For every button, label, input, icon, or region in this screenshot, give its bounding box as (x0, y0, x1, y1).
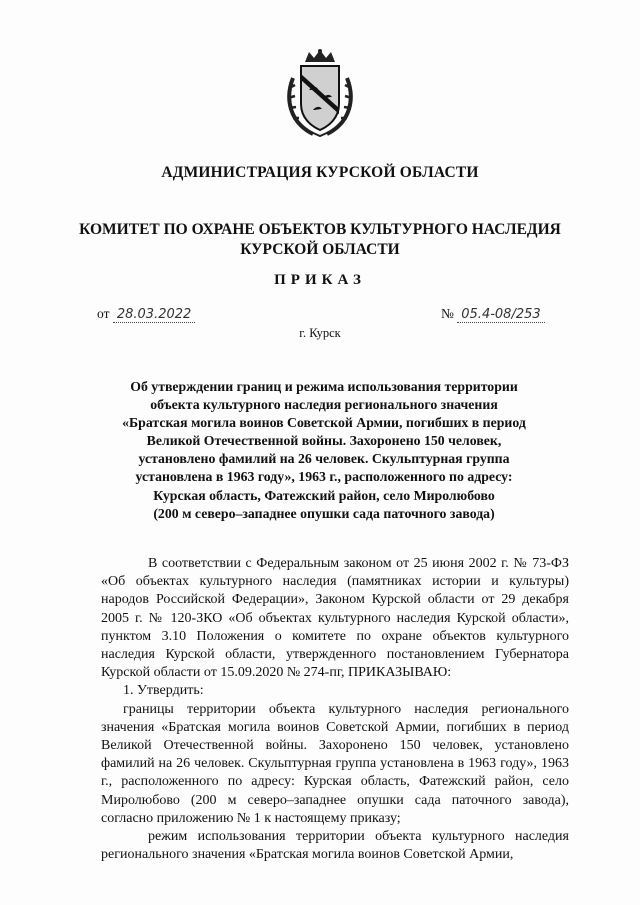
coat-of-arms-emblem (283, 48, 357, 140)
body-paragraph-preamble: В соответствии с Федеральным законом от 25 июня 2002 г. № 73-ФЗ «Об объектах культурного наследия (памятниках истории и культуры) народов Российской Федерации», Законом Курской области от 29 декабря 2005 г. № 120-ЗКО «Об объектах культурного наследия Курской области», пунктом 3.10 Положения о комитете по охране объектов культурного наследия Курской области, утвержденного постановлением Губернатора Курской области от 15.09.2020 № 274-пг, ПРИКАЗЫВАЮ: (101, 556, 569, 681)
subject-line: объекта культурного наследия регионального значения (150, 397, 498, 413)
subject-line: «Братская могила воинов Советской Армии, погибших в период (122, 415, 526, 431)
order-number (441, 306, 545, 323)
date-value: 28.03.2022 (113, 307, 195, 323)
subject-line: Об утверждении границ и режима использования территории (130, 379, 518, 394)
subject-line: установлена в 1963 году», 1963 г., расположенного по адресу: (135, 469, 513, 485)
body-paragraph-boundaries: границы территории объекта культурного наследия регионального значения «Братская могила воинов Советской Армии, погибших в период Великой Отечественной войны. Захоронено 150 человек, установлено фамилий на 26 человек. Скульптурная группа установлена в 1963 году», 1963 г., расположенного по адресу: Курская область, Фатежский район, село Миролюбово (200 м северо–западнее опушки сада паточного завода), согласно приложению № 1 к настоящему приказу; (101, 701, 569, 826)
committee-title-line1: КОМИТЕТ ПО ОХРАНЕ ОБЪЕКТОВ КУЛЬТУРНОГО НАСЛЕДИЯ (79, 221, 561, 238)
date-prefix: от (97, 306, 110, 321)
committee-title (0, 220, 640, 260)
number-prefix: № (441, 306, 454, 321)
subject-line: (200 м северо–западнее опушки сада паточного завода) (153, 505, 495, 521)
order-date (97, 306, 195, 323)
number-value: 05.4-08/253 (457, 307, 544, 323)
subject-line: установлено фамилий на 26 человек. Скульптурная группа (138, 451, 510, 467)
body-paragraph-regime: режим использования территории объекта культурного наследия регионального значения «Братская могила воинов Советской Армии, (101, 829, 569, 863)
body-item-1: 1. Утвердить: (123, 683, 204, 699)
subject-line: Курская область, Фатежский район, село Миролюбово (153, 487, 495, 503)
agency-title: АДМИНИСТРАЦИЯ КУРСКОЙ ОБЛАСТИ (161, 164, 479, 181)
order-body (101, 555, 569, 864)
committee-title-line2: КУРСКОЙ ОБЛАСТИ (240, 241, 400, 258)
subject-line: Великой Отечественной войны. Захоронено 150 человек, (146, 433, 502, 449)
order-heading: ПРИКАЗ (274, 272, 366, 288)
order-subject (100, 378, 548, 523)
city-label: г. Курск (299, 326, 341, 340)
